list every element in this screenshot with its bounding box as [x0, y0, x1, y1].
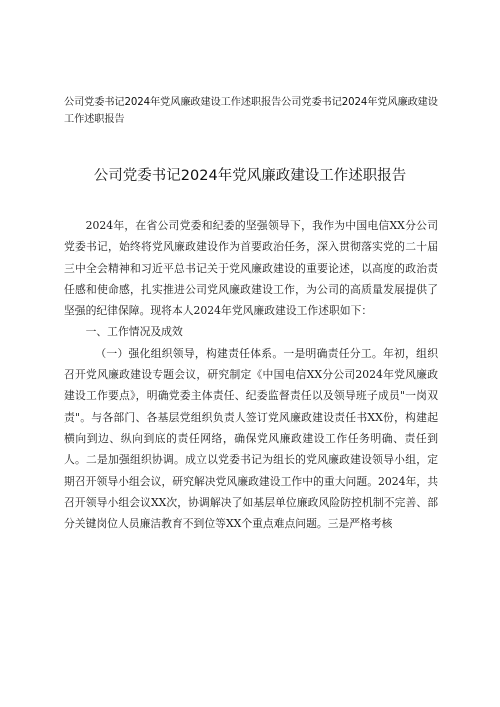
document-title: 公司党委书记2024年党风廉政建设工作述职报告	[93, 168, 407, 184]
section-heading-1: 一、工作情况及成效	[85, 325, 183, 339]
section-paragraph-1-1: （一）强化组织领导，构建责任体系。一是明确责任分工。年初，组织召开党风廉政建设专题会议，研究制定《中国电信XX分公司2024年党风廉政建设工作要点》，明确党委主体责任、纪委监督责任以及领导班子成员"一岗双责"。与各部门、各基层党组织负责人签订党风廉政建设责任书XX份，构建起横向到边、纵向到底的责任网络，确保党风廉政建设工作任务明确、责任到人。二是加强组织协调。成立以党委书记为组长的党风廉政建设领导小组，定期召开领导小组会议，研究解决党风廉政建设工作中的重大问题。2024年，共召开领导小组会议XX次，协调解决了如基层单位廉政风险防控机制不完善、部分关键岗位人员廉洁教育不到位等XX个重点难点问题。三是严格考核	[64, 346, 438, 531]
intro-paragraph: 2024年，在省公司党委和纪委的坚强领导下，我作为中国电信XX分公司党委书记，始终将党风廉政建设作为首要政治任务，深入贯彻落实党的二十届三中全会精神和习近平总书记关于党风廉政建设的重要论述，以高度的政治责任感和使命感，扎实推进公司党风廉政建设工作，为公司的高质量发展提供了坚强的纪律保障。现将本人2024年党风廉政建设工作述职如下：	[64, 219, 438, 318]
document-body	[64, 215, 438, 534]
running-header-title: 公司党委书记2024年党风廉政建设工作述职报告公司党委书记2024年党风廉政建设工作述职报告	[64, 97, 438, 125]
